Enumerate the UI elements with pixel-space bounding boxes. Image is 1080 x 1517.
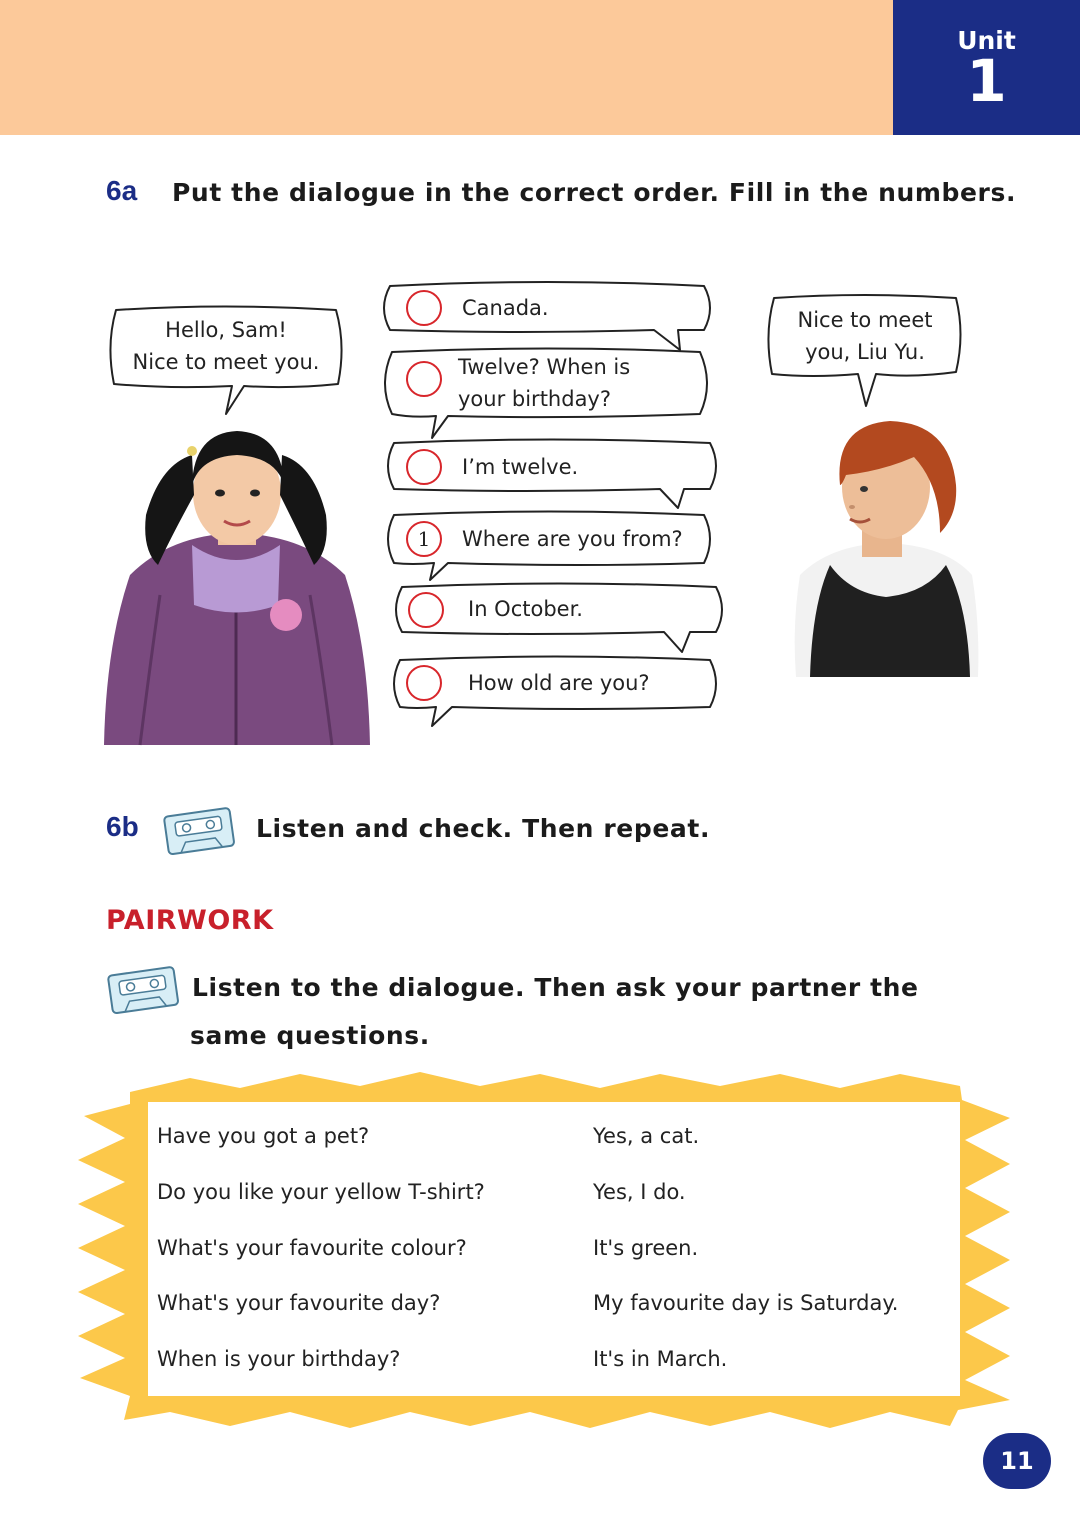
boy-photo (790, 415, 980, 677)
pairwork-question: When is your birthday? (157, 1347, 401, 1371)
exercise-6a-number: 6a (106, 175, 138, 206)
dialogue-line-2-part: your birthday? (458, 387, 612, 411)
order-circle-6[interactable] (406, 665, 442, 701)
exercise-6a-instruction: Put the dialogue in the correct order. Fill in the numbers. (172, 178, 1017, 207)
pairwork-answer: It's green. (593, 1236, 699, 1260)
cassette-icon[interactable] (106, 963, 182, 1015)
order-circle-2[interactable] (406, 361, 442, 397)
pairwork-answer: My favourite day is Saturday. (593, 1291, 899, 1315)
unit-label: Unit (957, 26, 1016, 55)
boy-bubble-text (776, 304, 954, 368)
pairwork-answer: Yes, a cat. (593, 1124, 700, 1148)
pairwork-question: What's your favourite colour? (157, 1236, 467, 1260)
pairwork-instruction-line2: same questions. (190, 1021, 430, 1050)
dialogue-line-6: How old are you? (468, 671, 650, 695)
cassette-icon[interactable] (162, 804, 238, 856)
girl-photo (100, 415, 372, 750)
dialogue-line-5: In October. (468, 597, 583, 621)
order-circle-1[interactable] (406, 290, 442, 326)
girl-bubble-line: Hello, Sam! (165, 318, 287, 342)
pairwork-title: PAIRWORK (106, 905, 274, 936)
unit-number: 1 (966, 47, 1007, 115)
page-number: 11 (983, 1433, 1051, 1489)
pairwork-answer: It's in March. (593, 1347, 728, 1371)
dialogue-line-4: Where are you from? (462, 527, 683, 551)
order-circle-3[interactable] (406, 449, 442, 485)
exercise-6b-instruction: Listen and check. Then repeat. (256, 814, 711, 843)
dialogue-line-2 (458, 351, 630, 415)
pairwork-answer: Yes, I do. (593, 1180, 686, 1204)
pairwork-question: Have you got a pet? (157, 1124, 370, 1148)
girl-bubble-text (118, 314, 334, 378)
exercise-6b-number: 6b (106, 811, 139, 842)
girl-bubble-line: Nice to meet you. (132, 350, 320, 374)
boy-bubble-line: you, Liu Yu. (805, 340, 925, 364)
dialogue-line-2-part: Twelve? When is (458, 355, 631, 379)
boy-bubble-line: Nice to meet (797, 308, 933, 332)
pairwork-instruction-line1: Listen to the dialogue. Then ask your partner the (192, 973, 919, 1002)
order-circle-5[interactable] (408, 592, 444, 628)
order-circle-4[interactable]: 1 (406, 521, 442, 557)
dialogue-line-3: I’m twelve. (462, 455, 579, 479)
pairwork-question: What's your favourite day? (157, 1291, 441, 1315)
dialogue-line-1: Canada. (462, 296, 549, 320)
pairwork-question: Do you like your yellow T-shirt? (157, 1180, 485, 1204)
